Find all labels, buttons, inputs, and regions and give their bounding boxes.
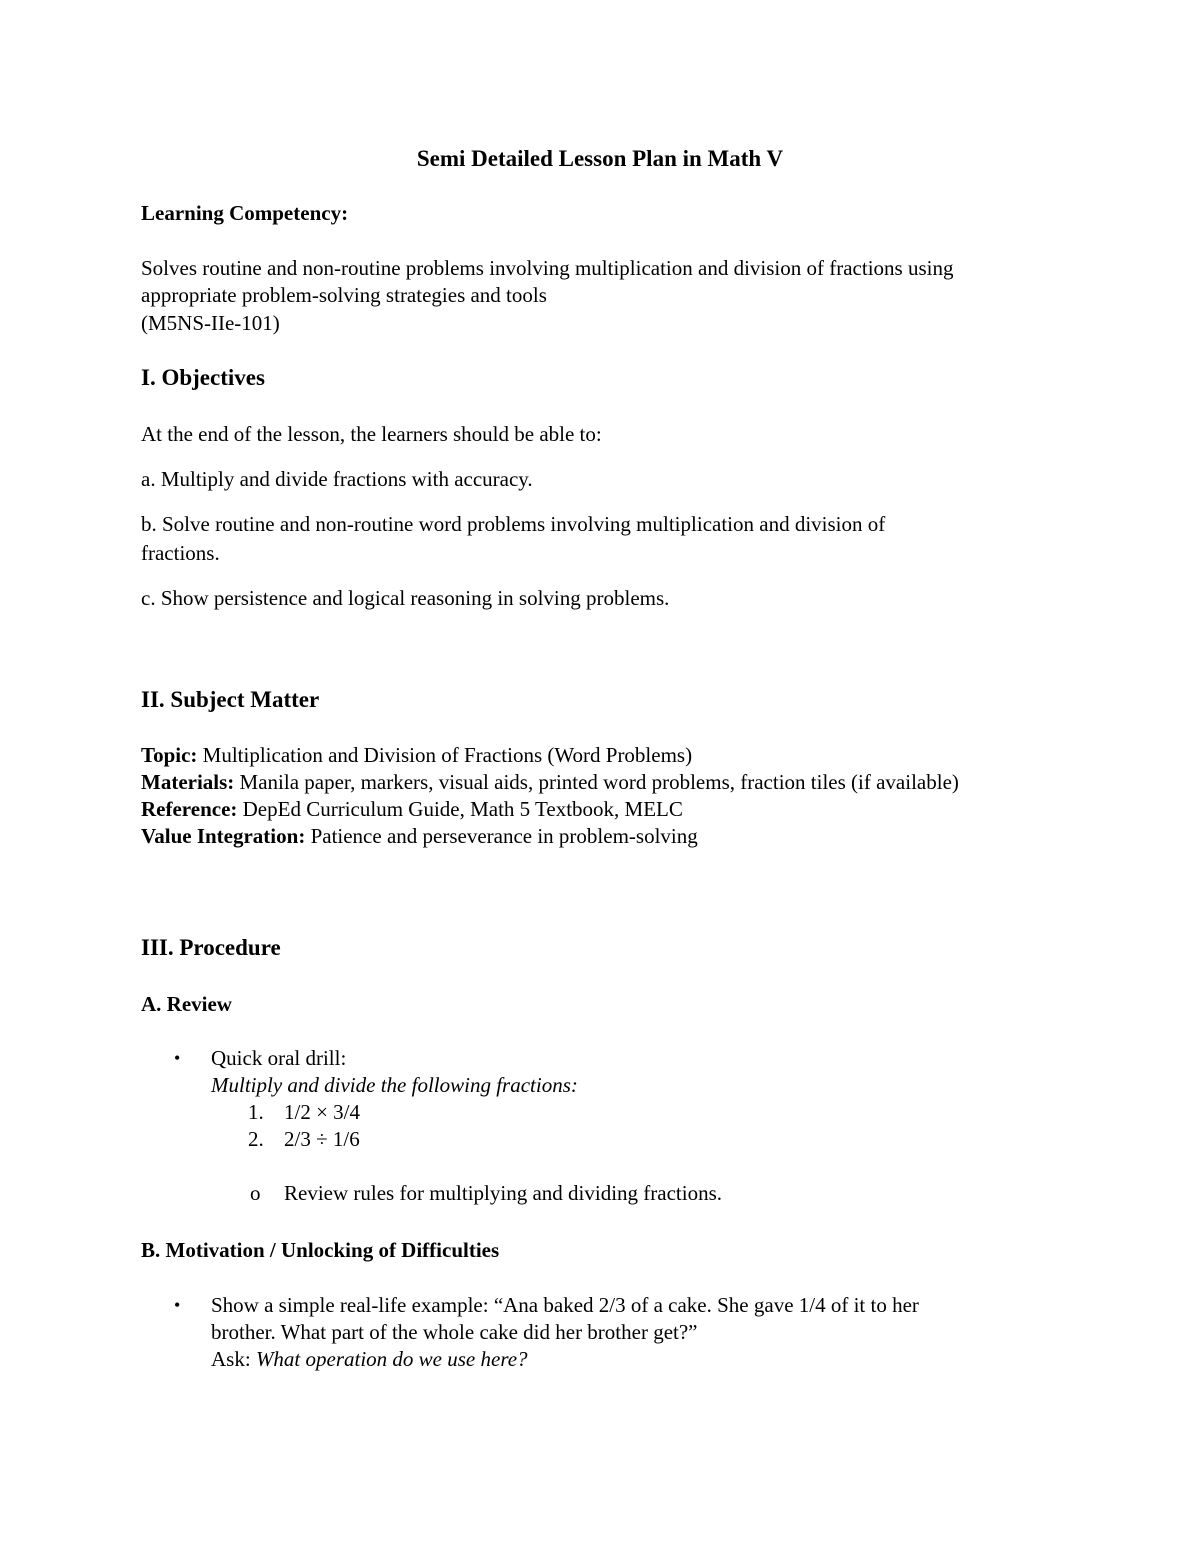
- value-integration-row: [141, 823, 698, 850]
- topic-value: Multiplication and Division of Fractions (Word Problems): [197, 743, 693, 767]
- topic-row: [141, 742, 692, 769]
- review-item2-number: 2.: [248, 1127, 264, 1151]
- bullet-icon: •: [174, 1295, 181, 1315]
- motivation-heading: B. Motivation / Unlocking of Difficulties: [141, 1238, 500, 1262]
- competency-code: (M5NS-IIe-101): [141, 311, 280, 335]
- review-rules: Review rules for multiplying and dividing fractions.: [284, 1181, 723, 1205]
- objectives-heading: I. Objectives: [141, 365, 265, 390]
- review-heading: A. Review: [141, 992, 232, 1016]
- motivation-ask: [211, 1346, 528, 1373]
- topic-label: Topic:: [141, 743, 198, 767]
- review-item2: 2/3 ÷ 1/6: [284, 1127, 360, 1151]
- bullet-icon: •: [174, 1048, 181, 1068]
- objective-c: c. Show persistence and logical reasoning in solving problems.: [141, 586, 670, 610]
- document-title: Semi Detailed Lesson Plan in Math V: [416, 146, 784, 171]
- objective-a: a. Multiply and divide fractions with accuracy.: [141, 467, 533, 491]
- value-integration-value: Patience and perseverance in problem-solving: [305, 824, 698, 848]
- materials-row: [141, 769, 959, 796]
- review-instruction: Multiply and divide the following fractions:: [211, 1073, 578, 1097]
- objective-b-line2: fractions.: [141, 541, 220, 565]
- sub-bullet-icon: o: [250, 1181, 261, 1205]
- procedure-heading: III. Procedure: [141, 935, 281, 960]
- objectives-intro: At the end of the lesson, the learners should be able to:: [141, 422, 602, 446]
- motivation-line2: brother. What part of the whole cake did her brother get?”: [211, 1320, 698, 1344]
- subject-matter-heading: II. Subject Matter: [141, 687, 320, 712]
- review-drill: Quick oral drill:: [211, 1046, 347, 1070]
- review-item1: 1/2 × 3/4: [284, 1100, 361, 1124]
- competency-text-line2: appropriate problem-solving strategies and tools: [141, 283, 547, 307]
- materials-label: Materials:: [141, 770, 235, 794]
- ask-label: Ask:: [211, 1347, 256, 1371]
- value-integration-label: Value Integration:: [141, 824, 306, 848]
- ask-question: What operation do we use here?: [255, 1347, 528, 1371]
- motivation-line1: Show a simple real-life example: “Ana baked 2/3 of a cake. She gave 1/4 of it to her: [211, 1293, 919, 1317]
- materials-value: Manila paper, markers, visual aids, printed word problems, fraction tiles (if available): [234, 770, 959, 794]
- review-item1-number: 1.: [248, 1100, 264, 1124]
- reference-value: DepEd Curriculum Guide, Math 5 Textbook, MELC: [237, 797, 683, 821]
- reference-label: Reference:: [141, 797, 238, 821]
- objective-b-line1: b. Solve routine and non-routine word problems involving multiplication and division of: [141, 512, 886, 536]
- reference-row: [141, 796, 683, 823]
- competency-heading: Learning Competency:: [141, 201, 349, 225]
- competency-text-line1: Solves routine and non-routine problems involving multiplication and division of fractions using: [141, 256, 954, 280]
